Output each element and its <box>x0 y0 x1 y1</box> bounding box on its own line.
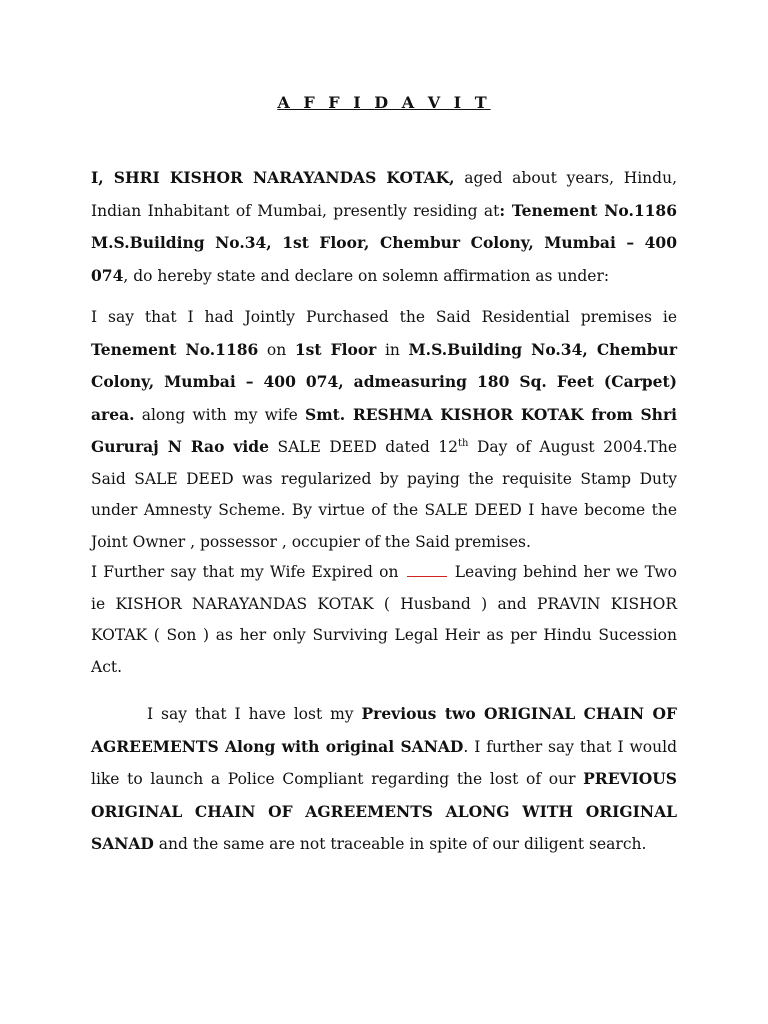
declarant-address: : Tenement No.1186 M.S.Building No.34, 1st Floor, Chembur Colony, Mumbai – 400 074 <box>91 200 677 285</box>
purchase-text: I say that I had Jointly Purchased the Said Residential premises ie <box>91 308 677 326</box>
date-blank-field <box>407 575 447 577</box>
document-title: A F F I D A V I T <box>277 93 491 112</box>
lost-docs-highlight: Previous two ORIGINAL CHAIN OF AGREEMENTS Along with original SANAD <box>91 704 678 756</box>
floor-number: 1st Floor <box>294 339 377 359</box>
date-ordinal-suffix: th <box>458 437 469 449</box>
declaration-statement: , do hereby state and declare on solemn affirmation as under: <box>123 266 610 285</box>
declarant-name: I, SHRI KISHOR NARAYANDAS KOTAK, <box>91 168 455 187</box>
paragraph-lost-documents <box>91 698 677 861</box>
paragraph-declarant <box>91 162 677 292</box>
sale-deed-text: Day of August 2004.The Said SALE DEED was regularized by paying the requisite Stamp Duty under Amnesty Scheme. By virtue of the SALE DEED I have become the Joint Owner , possessor , occupier of the Said premises. <box>91 438 677 551</box>
lost-docs-text: . I further say that I would like to launch a Police Compliant regarding the lost of our <box>91 737 677 788</box>
lost-docs-text: I say that I have lost my <box>147 705 362 723</box>
purchase-text: on <box>258 340 295 359</box>
paragraph-purchase <box>91 302 677 558</box>
declarant-details: aged about years, Hindu, Indian Inhabitant of Mumbai, presently residing at <box>91 169 677 220</box>
purchase-text: along with my wife <box>134 405 305 424</box>
paragraph-legal-heir <box>91 557 677 683</box>
legal-heir-text: I Further say that my Wife Expired on <box>91 563 399 581</box>
sale-deed-text: SALE DEED dated 12 <box>268 438 458 456</box>
lost-docs-highlight: PREVIOUS ORIGINAL CHAIN OF AGREEMENTS ALONG WITH ORIGINAL SANAD <box>91 769 677 853</box>
purchase-text: in <box>376 340 409 359</box>
lost-docs-text: and the same are not traceable in spite of our diligent search. <box>153 835 647 853</box>
co-owner-name: Smt. RESHMA KISHOR KOTAK from Shri Gururaj N Rao vide <box>91 404 677 456</box>
legal-heir-text: Leaving behind her we Two ie KISHOR NARAYANDAS KOTAK ( Husband ) and PRAVIN KISHOR KOTAK ( Son ) as her only Surviving Legal Heir as per Hindu Sucession Act. <box>91 563 677 676</box>
premises-address: M.S.Building No.34, Chembur Colony, Mumbai – 400 074, admeasuring 180 Sq. Feet (Carpet) area. <box>91 339 677 424</box>
tenement-number: Tenement No.1186 <box>91 339 259 359</box>
